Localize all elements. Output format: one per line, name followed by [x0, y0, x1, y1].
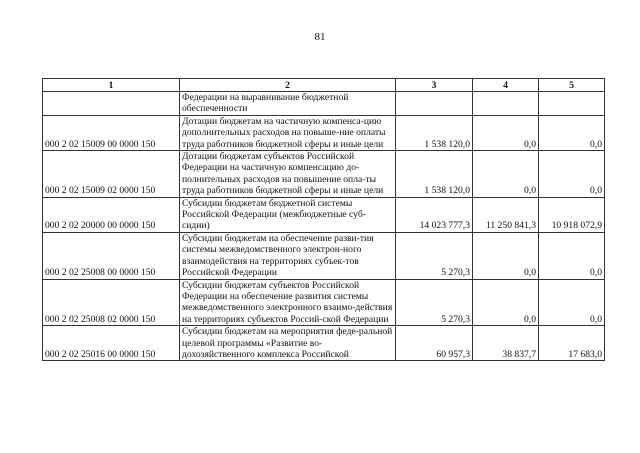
table-row — [43, 279, 605, 326]
amount-col3-cell: 5 270,3 — [396, 232, 473, 279]
page-number: 81 — [314, 31, 326, 43]
table-row — [43, 326, 605, 361]
budget-code-cell — [43, 92, 180, 116]
amount-col3-cell: 14 023 777,3 — [396, 197, 473, 232]
column-header: 5 — [539, 79, 605, 92]
amount-col3-cell: 1 538 120,0 — [396, 151, 473, 198]
amount-col5-cell: 0,0 — [539, 115, 605, 150]
amount-col5-cell: 10 918 072,9 — [539, 197, 605, 232]
amount-col5-cell: 0,0 — [539, 151, 605, 198]
table-row — [43, 92, 605, 116]
amount-col3-cell: 5 270,3 — [396, 279, 473, 326]
column-header: 1 — [43, 79, 180, 92]
table-row — [43, 151, 605, 198]
table-header-row — [43, 79, 605, 92]
amount-col5-cell — [539, 92, 605, 116]
amount-col3-cell: 1 538 120,0 — [396, 115, 473, 150]
amount-col4-cell — [473, 92, 539, 116]
budget-item-name-cell: Субсидии бюджетам на обеспечение разви-тия системы межведомственного электрон-ного взаимодействия на территориях субъек-тов Российской Федерации — [180, 232, 396, 279]
amount-col3-cell: 60 957,3 — [396, 326, 473, 361]
budget-item-name-cell: Дотации бюджетам субъектов Российской Федерации на частичную компенсацию до-полнительных расходов на повышение опла-ты труда работников бюджетной сферы и иные цели — [180, 151, 396, 198]
budget-item-name-cell: Субсидии бюджетам субъектов Российской Федерации на обеспечение развития системы межведомственного электронного взаимо-действия на территориях субъектов Россий-ской Федерации — [180, 279, 396, 326]
amount-col4-cell: 0,0 — [473, 279, 539, 326]
amount-col5-cell: 0,0 — [539, 279, 605, 326]
amount-col4-cell: 11 250 841,3 — [473, 197, 539, 232]
amount-col5-cell: 17 683,0 — [539, 326, 605, 361]
amount-col4-cell: 38 837,7 — [473, 326, 539, 361]
budget-table — [42, 78, 605, 361]
amount-col3-cell — [396, 92, 473, 116]
budget-item-name-cell: Субсидии бюджетам бюджетной системы Российской Федерации (межбюджетные суб-сидии) — [180, 197, 396, 232]
column-header: 2 — [180, 79, 396, 92]
table-row — [43, 115, 605, 150]
budget-code-cell: 000 2 02 25008 02 0000 150 — [43, 279, 180, 326]
column-header: 3 — [396, 79, 473, 92]
budget-code-cell: 000 2 02 25016 00 0000 150 — [43, 326, 180, 361]
budget-item-name-cell: Федерации на выравнивание бюджетной обеспеченности — [180, 92, 396, 116]
table-row — [43, 232, 605, 279]
budget-code-cell: 000 2 02 15009 00 0000 150 — [43, 115, 180, 150]
budget-item-name-cell: Дотации бюджетам на частичную компенса-цию дополнительных расходов на повыше-ние оплаты труда работников бюджетной сферы и иные цели — [180, 115, 396, 150]
amount-col5-cell: 0,0 — [539, 232, 605, 279]
amount-col4-cell: 0,0 — [473, 151, 539, 198]
budget-code-cell: 000 2 02 20000 00 0000 150 — [43, 197, 180, 232]
budget-code-cell: 000 2 02 25008 00 0000 150 — [43, 232, 180, 279]
budget-item-name-cell: Субсидии бюджетам на мероприятия феде-ральной целевой программы «Развитие во-дохозяйственного комплекса Российской — [180, 326, 396, 361]
budget-code-cell: 000 2 02 15009 02 0000 150 — [43, 151, 180, 198]
column-header: 4 — [473, 79, 539, 92]
table-row — [43, 197, 605, 232]
amount-col4-cell: 0,0 — [473, 115, 539, 150]
amount-col4-cell: 0,0 — [473, 232, 539, 279]
